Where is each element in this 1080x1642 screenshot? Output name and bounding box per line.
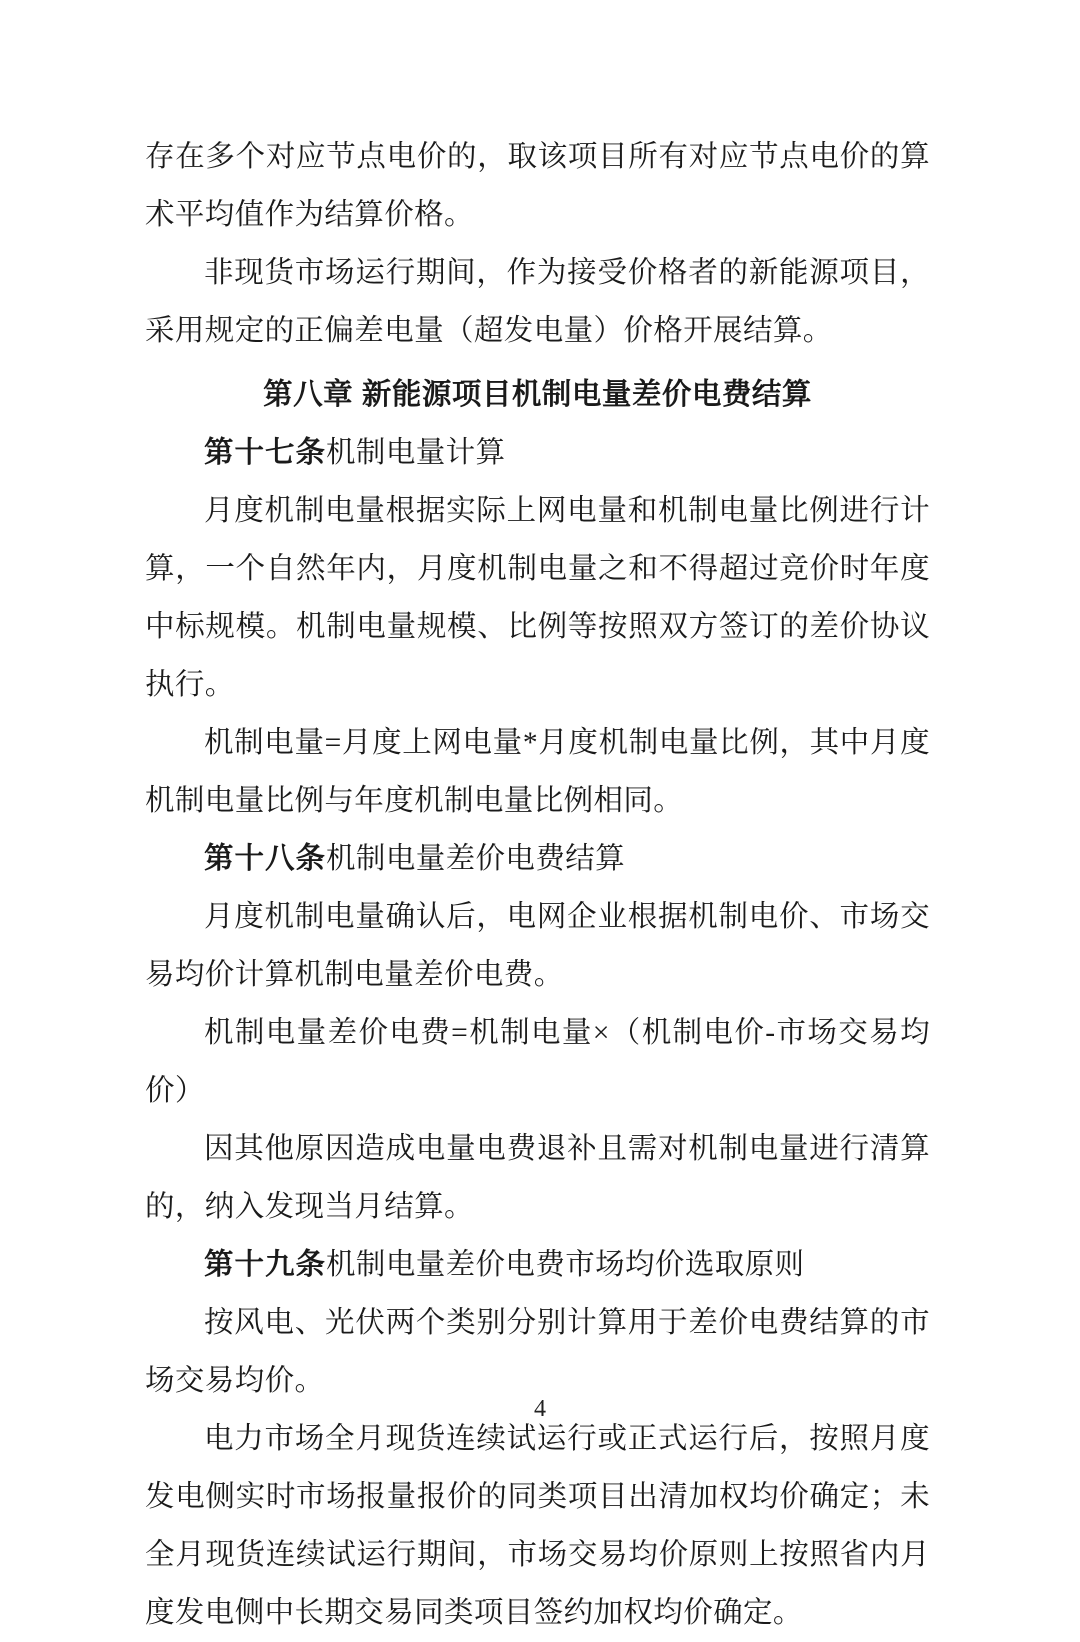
paragraph: 因其他原因造成电量电费退补且需对机制电量进行清算的，纳入发现当月结算。 <box>145 1133 930 1223</box>
article-number: 第十九条 <box>204 1248 327 1281</box>
article-heading-18 <box>145 830 930 888</box>
page-number: 4 <box>534 1396 546 1422</box>
article-title: 机制电量差价电费市场均价选取原则 <box>326 1249 805 1281</box>
paragraph: 电力市场全月现货连续试运行或正式运行后，按照月度发电侧实时市场报量报价的同类项目出清加权均价确定；未全月现货连续试运行期间，市场交易均价原则上按照省内月度发电侧中长期交易同类项目签约加权均价确定。 <box>145 1423 930 1629</box>
paragraph-continued: 存在多个对应节点电价的，取该项目所有对应节点电价的算术平均值作为结算价格。 <box>145 141 930 231</box>
formula-paragraph: 机制电量差价电费=机制电量×（机制电价-市场交易均价） <box>145 1017 930 1107</box>
article-title: 机制电量计算 <box>326 437 506 469</box>
chapter-heading: 第八章 新能源项目机制电量差价电费结算 <box>263 378 812 411</box>
article-title: 机制电量差价电费结算 <box>326 843 626 875</box>
article-heading-17 <box>145 424 930 482</box>
article-number: 第十七条 <box>204 436 327 469</box>
paragraph: 非现货市场运行期间，作为接受价格者的新能源项目，采用规定的正偏差电量（超发电量）价格开展结算。 <box>145 257 930 347</box>
paragraph: 按风电、光伏两个类别分别计算用于差价电费结算的市场交易均价。 <box>145 1307 930 1397</box>
article-number: 第十八条 <box>204 842 327 875</box>
paragraph: 月度机制电量确认后，电网企业根据机制电价、市场交易均价计算机制电量差价电费。 <box>145 901 930 991</box>
article-heading-19 <box>145 1236 930 1294</box>
paragraph: 机制电量=月度上网电量*月度机制电量比例，其中月度机制电量比例与年度机制电量比例相同。 <box>145 727 930 817</box>
paragraph: 月度机制电量根据实际上网电量和机制电量比例进行计算，一个自然年内，月度机制电量之和不得超过竞价时年度中标规模。机制电量规模、比例等按照双方签订的差价协议执行。 <box>145 495 930 701</box>
